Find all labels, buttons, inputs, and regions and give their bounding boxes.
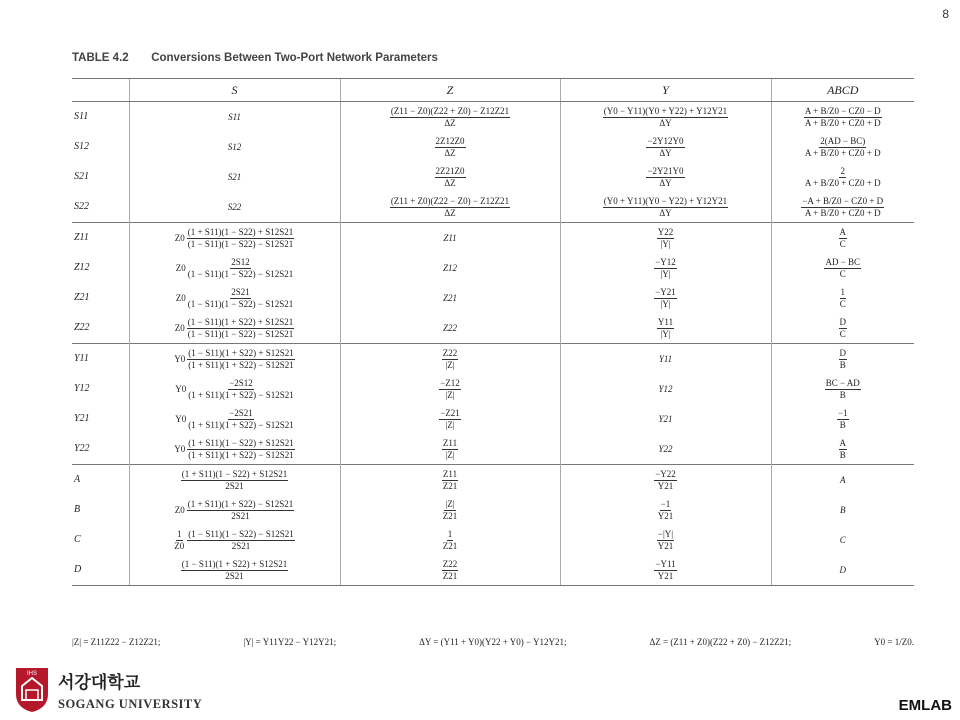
denominator: A + B/Z0 + CZ0 + D [804, 207, 881, 218]
denominator: ΔY [659, 147, 672, 158]
footnote-det-z: |Z| = Z11Z22 − Z12Z21; [72, 637, 161, 647]
formula-fraction [442, 470, 458, 491]
numerator: −2Y12Y0 [647, 135, 684, 146]
denominator: (1 + S11)(1 + S22) − S12S21 [188, 359, 294, 370]
cell-value: Y21 [658, 413, 673, 424]
table-row [72, 495, 914, 525]
numerator: (1 − S11)(1 + S22) + S12S21 [187, 316, 294, 327]
cell-y [560, 253, 771, 283]
denominator: B [839, 359, 846, 370]
formula-fraction [658, 500, 674, 521]
row-label: S11 [74, 111, 89, 122]
numerator: 2(AD − BC) [820, 135, 866, 146]
numerator: Y22 [657, 226, 674, 237]
denominator: |Z| [445, 419, 455, 430]
formula-fraction [390, 197, 510, 218]
denominator: Y21 [657, 570, 674, 581]
page-number: 8 [942, 7, 949, 21]
denominator: (1 + S11)(1 + S22) − S12S21 [188, 419, 294, 430]
numerator: 2 [840, 165, 845, 176]
formula-fraction [181, 560, 288, 581]
table-body [72, 102, 914, 586]
denominator: Z21 [442, 570, 458, 581]
formula-fraction [443, 530, 458, 551]
cell-value: C [839, 534, 846, 545]
table-row [72, 525, 914, 555]
header-empty [72, 79, 129, 102]
cell-y [560, 313, 771, 344]
cell-z [340, 313, 560, 344]
cell-s [129, 465, 340, 496]
cell-y [560, 102, 771, 133]
cell-s [129, 283, 340, 313]
row-label: S21 [74, 171, 89, 182]
cell-value: S11 [228, 111, 241, 122]
cell-z [340, 555, 560, 586]
denominator: B [839, 419, 846, 430]
denominator: 2S21 [231, 510, 250, 521]
prefactor-fraction [174, 530, 184, 551]
numerator: D [839, 347, 846, 358]
numerator: −1 [660, 498, 671, 509]
denominator: Z21 [442, 540, 458, 551]
numerator: 2S21 [231, 286, 250, 297]
table-row [72, 253, 914, 283]
prefactor: Y0 [174, 443, 186, 454]
cell-y [560, 283, 771, 313]
formula-fraction [657, 228, 675, 249]
cell-value: Y11 [658, 353, 673, 364]
formula-fraction [187, 439, 294, 460]
numerator: 1 [447, 528, 453, 539]
row-label: D [72, 555, 129, 586]
formula-fraction [657, 530, 674, 551]
table-caption [72, 52, 438, 64]
numerator: (1 + S11)(1 + S22) − S12S21 [187, 498, 294, 509]
cell-y [560, 223, 771, 254]
cell-z [340, 434, 560, 465]
formula-fraction [187, 349, 294, 370]
row-label: Z22 [74, 322, 90, 333]
numerator: −Z12 [440, 377, 460, 388]
formula-fraction [435, 167, 466, 188]
cell-s [129, 374, 340, 404]
cell-z [340, 525, 560, 555]
prefactor: Z0 [174, 504, 185, 515]
cell-abcd [771, 192, 914, 223]
cell-value: Z12 [442, 262, 457, 273]
logo-english-text: SOGANG UNIVERSITY [58, 697, 203, 711]
cell-abcd [771, 223, 914, 254]
cell-y [560, 374, 771, 404]
row-label: Z12 [74, 262, 90, 273]
denominator: 2S21 [225, 570, 244, 581]
cell-s [129, 223, 340, 254]
prefactor: Z0 [174, 322, 185, 333]
numerator: −|Y| [657, 528, 674, 539]
formula-fraction [188, 258, 293, 279]
numerator: BC − AD [825, 377, 860, 388]
cell-y [560, 434, 771, 465]
footnote-delta-y: ΔY = (Y11 + Y0)(Y22 + Y0) − Y12Y21; [419, 637, 567, 647]
formula-fraction [839, 228, 848, 249]
formula-fraction [646, 137, 684, 158]
numerator: (1 − S11)(1 − S22) − S12S21 [188, 528, 294, 539]
header-s: S [129, 79, 340, 102]
prefactor: Z0 [175, 292, 186, 303]
row-label: A [72, 465, 129, 496]
cell-z [340, 223, 560, 254]
row-label: C [74, 534, 81, 545]
table-row [72, 223, 914, 254]
formula-fraction [657, 318, 674, 339]
numerator: Z22 [442, 347, 458, 358]
denominator: |Y| [660, 238, 671, 249]
table-row [72, 313, 914, 344]
formula-fraction [825, 379, 861, 400]
footnote-det-y: |Y| = Y11Y22 − Y12Y21; [243, 637, 337, 647]
formula-fraction [390, 107, 510, 128]
formula-fraction [187, 228, 294, 249]
cell-value: B [840, 504, 846, 515]
cell-abcd [771, 283, 914, 313]
cell-s [129, 344, 340, 375]
cell-z [340, 374, 560, 404]
formula-fraction [839, 318, 848, 339]
formula-fraction [603, 107, 728, 128]
cell-abcd [771, 404, 914, 434]
denominator: (1 − S11)(1 − S22) − S12S21 [187, 328, 294, 339]
cell-z [340, 283, 560, 313]
cell-value: A [840, 474, 846, 485]
denominator: Y21 [657, 540, 674, 551]
denominator: |Y| [660, 268, 671, 279]
cell-z [340, 162, 560, 192]
denominator: ΔY [659, 207, 672, 218]
prefactor: Y0 [174, 353, 186, 364]
formula-fraction [804, 107, 882, 128]
formula-fraction [442, 439, 458, 460]
cell-z [340, 344, 560, 375]
cell-value: S22 [227, 201, 242, 212]
denominator: 2S21 [231, 540, 251, 551]
numerator: (1 + S11)(1 − S22) + S12S21 [181, 468, 288, 479]
numerator: −2S21 [229, 407, 253, 418]
cell-s [129, 525, 340, 555]
numerator: A + B/Z0 − CZ0 − D [804, 105, 881, 116]
cell-value: S21 [227, 171, 242, 182]
numerator: (1 + S11)(1 − S22) + S12S21 [187, 226, 294, 237]
formula-fraction [654, 258, 677, 279]
formula-fraction [646, 167, 684, 188]
denominator: C [839, 268, 846, 279]
denominator: (1 − S11)(1 − S22) − S12S21 [187, 298, 294, 309]
numerator: |Z| [445, 498, 455, 509]
numerator: D [839, 316, 846, 327]
denominator: (1 − S11)(1 − S22) − S12S21 [187, 268, 294, 279]
denominator: Z0 [174, 540, 185, 551]
cell-abcd [771, 374, 914, 404]
formula-fraction [839, 439, 848, 460]
cell-s [129, 434, 340, 465]
row-label: Y11 [72, 344, 129, 375]
cell-abcd [771, 495, 914, 525]
cell-s [129, 253, 340, 283]
cell-z [340, 102, 560, 133]
prefactor: Y0 [175, 383, 187, 394]
formula-fraction [603, 197, 728, 218]
cell-y [560, 555, 771, 586]
numerator: 2Z12Z0 [435, 135, 465, 146]
denominator: ΔY [659, 177, 672, 188]
row-label: Y12 [74, 383, 90, 394]
cell-s [129, 495, 340, 525]
header-z: Z [340, 79, 560, 102]
row-label: S12 [74, 141, 89, 152]
cell-abcd [771, 102, 914, 133]
numerator: (1 − S11)(1 + S22) + S12S21 [181, 558, 288, 569]
numerator: −Y21 [655, 286, 676, 297]
table-row [72, 374, 914, 404]
cell-abcd [771, 465, 914, 496]
formula-fraction [839, 349, 848, 370]
cell-value: Z22 [442, 322, 457, 333]
formula-fraction [188, 379, 293, 400]
formula-fraction [435, 137, 466, 158]
denominator: Z21 [442, 480, 458, 491]
formula-fraction [824, 258, 861, 279]
table-row [72, 344, 914, 375]
formula-fraction [188, 409, 293, 430]
numerator: −Y11 [655, 558, 676, 569]
numerator: −2Y21Y0 [647, 165, 684, 176]
cell-abcd [771, 313, 914, 344]
denominator: A + B/Z0 + CZ0 + D [804, 147, 881, 158]
numerator: 1 [840, 286, 845, 297]
table-header-row [72, 79, 914, 102]
cell-y [560, 192, 771, 223]
cell-value: Y22 [658, 443, 673, 454]
numerator: −2S12 [229, 377, 253, 388]
table-row [72, 132, 914, 162]
header-abcd: ABCD [771, 79, 914, 102]
numerator: 2Z21Z0 [435, 165, 465, 176]
row-label: B [74, 504, 81, 515]
numerator: −Z21 [440, 407, 460, 418]
cell-s [129, 102, 340, 133]
formula-fraction [442, 349, 459, 370]
cell-y [560, 525, 771, 555]
cell-value: Y12 [658, 383, 673, 394]
numerator: −Y12 [655, 256, 676, 267]
numerator: 1 [177, 528, 182, 539]
denominator: (1 + S11)(1 + S22) − S12S21 [188, 389, 294, 400]
numerator: 2S12 [231, 256, 250, 267]
formula-fraction [181, 470, 288, 491]
sogang-university-logo [14, 664, 204, 714]
table-row [72, 555, 914, 586]
row-label: Z21 [74, 292, 90, 303]
cell-y [560, 162, 771, 192]
cell-y [560, 404, 771, 434]
cell-value: D [839, 564, 846, 575]
cell-value: Z11 [443, 232, 457, 243]
denominator: B [839, 449, 846, 460]
row-label: Y22 [74, 443, 90, 454]
formula-fraction [805, 167, 881, 188]
formula-fraction [837, 409, 849, 430]
cell-abcd [771, 525, 914, 555]
denominator: A + B/Z0 + CZ0 + D [804, 117, 881, 128]
numerator: Z11 [442, 468, 458, 479]
numerator: AD − BC [825, 256, 861, 267]
footnote-delta-z: ΔZ = (Z11 + Z0)(Z22 + Z0) − Z12Z21; [649, 637, 792, 647]
prefactor: Y0 [175, 413, 187, 424]
cell-s [129, 192, 340, 223]
table-row [72, 283, 914, 313]
denominator: C [839, 238, 846, 249]
denominator: |Y| [660, 328, 671, 339]
cell-abcd [771, 253, 914, 283]
cell-abcd [771, 434, 914, 465]
numerator: A [839, 226, 846, 237]
denominator: ΔY [659, 117, 672, 128]
numerator: (Y0 − Y11)(Y0 + Y22) + Y12Y21 [603, 105, 728, 116]
formula-fraction [801, 197, 884, 218]
cell-z [340, 253, 560, 283]
cell-z [340, 404, 560, 434]
numerator: Z22 [442, 558, 458, 569]
formula-fraction [654, 560, 676, 581]
formula-fraction [187, 318, 294, 339]
numerator: (1 + S11)(1 − S22) + S12S21 [188, 437, 294, 448]
numerator: (Y0 + Y11)(Y0 − Y22) + Y12Y21 [603, 195, 728, 206]
numerator: −Y22 [655, 468, 676, 479]
cell-y [560, 465, 771, 496]
denominator: |Z| [445, 389, 455, 400]
formula-fraction [443, 500, 458, 521]
prefactor: Z0 [174, 232, 185, 243]
numerator: −1 [837, 407, 848, 418]
denominator: C [839, 298, 846, 309]
table-row [72, 192, 914, 223]
shield-icon [16, 668, 48, 712]
denominator: (1 + S11)(1 + S22) − S12S21 [188, 449, 294, 460]
formula-fraction [654, 470, 677, 491]
cell-s [129, 555, 340, 586]
prefactor: Z0 [175, 262, 186, 273]
logo-korean-text: 서강대학교 [58, 673, 141, 693]
denominator: |Z| [445, 449, 455, 460]
denominator: (1 − S11)(1 − S22) − S12S21 [187, 238, 294, 249]
cell-abcd [771, 132, 914, 162]
cell-z [340, 465, 560, 496]
denominator: |Z| [445, 359, 455, 370]
formula-fraction [187, 530, 294, 551]
cell-s [129, 313, 340, 344]
cell-z [340, 495, 560, 525]
formula-fraction [840, 288, 847, 309]
numerator: Z11 [442, 437, 458, 448]
formula-fraction [188, 288, 293, 309]
cell-abcd [771, 344, 914, 375]
cell-abcd [771, 162, 914, 192]
cell-y [560, 495, 771, 525]
conversion-table [72, 78, 914, 586]
denominator: Z21 [442, 510, 458, 521]
footnote-y0: Y0 = 1/Z0. [874, 637, 914, 647]
formula-fraction [187, 500, 294, 521]
numerator: (Z11 − Z0)(Z22 + Z0) − Z12Z21 [390, 105, 510, 116]
formula-fraction [654, 288, 677, 309]
cell-value: Z21 [442, 292, 457, 303]
denominator: |Y| [660, 298, 671, 309]
table-title: Conversions Between Two-Port Network Parameters [151, 52, 438, 64]
cell-s [129, 132, 340, 162]
row-label: S22 [74, 201, 89, 212]
table-label: TABLE 4.2 [72, 52, 129, 64]
table-row [72, 434, 914, 465]
denominator: B [839, 389, 846, 400]
denominator: ΔZ [444, 207, 456, 218]
cell-y [560, 132, 771, 162]
formula-fraction [439, 379, 461, 400]
table-row [72, 465, 914, 496]
cell-s [129, 404, 340, 434]
denominator: C [839, 328, 846, 339]
table-row [72, 162, 914, 192]
cell-s [129, 162, 340, 192]
cell-abcd [771, 555, 914, 586]
row-label: Z11 [72, 223, 129, 254]
row-label: Y21 [74, 413, 90, 424]
cell-z [340, 192, 560, 223]
table-row [72, 102, 914, 133]
cell-y [560, 344, 771, 375]
numerator: (1 − S11)(1 + S22) + S12S21 [188, 347, 294, 358]
numerator: −A + B/Z0 − CZ0 + D [802, 195, 884, 206]
denominator: Y21 [657, 480, 674, 491]
numerator: (Z11 + Z0)(Z22 − Z0) − Z12Z21 [390, 195, 510, 206]
cell-value: S12 [227, 141, 242, 152]
denominator: ΔZ [444, 117, 456, 128]
denominator: Y21 [657, 510, 674, 521]
denominator: A + B/Z0 + CZ0 + D [804, 177, 881, 188]
numerator: A [839, 437, 846, 448]
table-footnote [72, 637, 914, 647]
formula-fraction [439, 409, 461, 430]
denominator: ΔZ [444, 177, 456, 188]
formula-fraction [442, 560, 459, 581]
svg-text:IHS: IHS [26, 671, 38, 677]
formula-fraction [805, 137, 881, 158]
numerator: Y11 [657, 316, 674, 327]
denominator: ΔZ [444, 147, 456, 158]
header-y: Y [560, 79, 771, 102]
cell-z [340, 132, 560, 162]
table-row [72, 404, 914, 434]
emlab-label: EMLAB [898, 697, 952, 714]
denominator: 2S21 [225, 480, 244, 491]
